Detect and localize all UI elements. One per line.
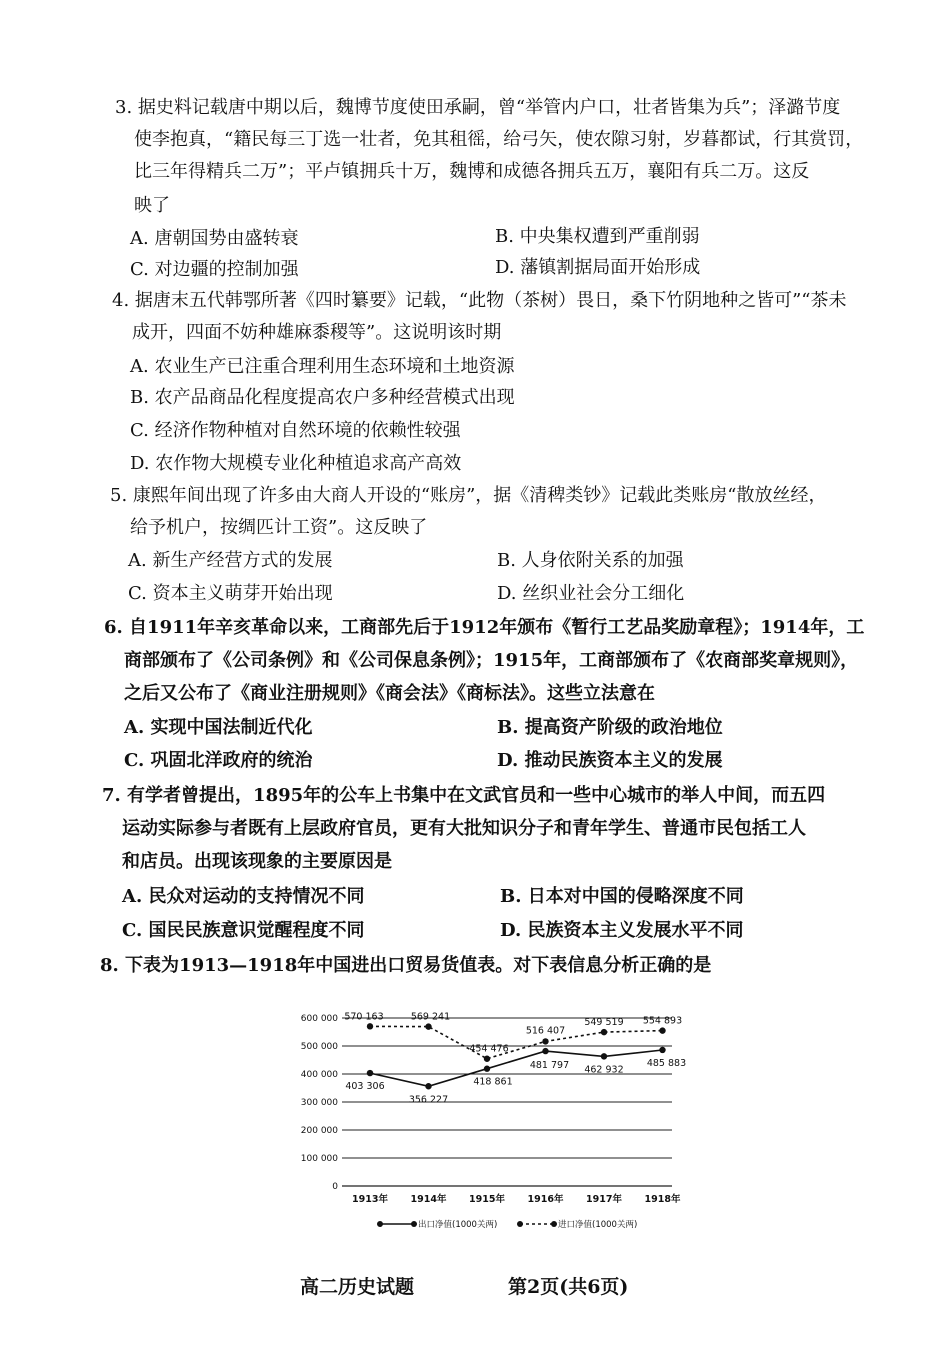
question-3-line-4: 映了 <box>134 195 170 216</box>
question-4-option-d: D. 农作物大规模专业化种植追求高产高效 <box>130 453 462 474</box>
data-point <box>601 1053 607 1059</box>
question-7-option-b: B. 日本对中国的侵略深度不同 <box>500 886 744 907</box>
data-point <box>425 1083 431 1089</box>
question-4-option-b: B. 农产品商品化程度提高农户多种经营模式出现 <box>130 387 515 408</box>
question-7-line-1: 7. 有学者曾提出，1895年的公车上书集中在文武官员和一些中心城市的举人中间，而五四 <box>102 785 826 806</box>
x-tick-label: 1914年 <box>410 1194 447 1205</box>
series-line-import <box>370 1026 663 1058</box>
question-7-option-a: A. 民众对运动的支持情况不同 <box>122 886 365 907</box>
question-3-line-2: 使李抱真，“籍民每三丁选一壮者，免其租徭，给弓矢，使农隙习射，岁暮都试，行其赏罚， <box>134 129 864 150</box>
question-3-option-b: B. 中央集权遭到严重削弱 <box>495 226 700 247</box>
data-point <box>659 1027 665 1033</box>
data-point <box>484 1066 490 1072</box>
data-point <box>601 1029 607 1035</box>
question-6-line-1: 6. 自1911年辛亥革命以来，工商部先后于1912年颁布《暂行工艺品奖励章程》；1914年，工 <box>104 617 865 638</box>
y-tick-label: 600 000 <box>300 1014 338 1024</box>
question-3-line-3: 比三年得精兵二万”；平卢镇拥兵十万，魏博和成德各拥兵五万，襄阳有兵二万。这反 <box>134 161 810 182</box>
question-7-line-2: 运动实际参与者既有上层政府官员，更有大批知识分子和青年学生、普通市民包括工人 <box>122 818 806 839</box>
x-tick-label: 1915年 <box>469 1194 505 1205</box>
x-tick-label: 1916年 <box>527 1194 564 1205</box>
question-5-line-2: 给予机户，按绸匹计工资”。这反映了 <box>130 517 428 538</box>
data-point <box>367 1023 373 1029</box>
question-8-line-1: 8. 下表为1913—1918年中国进出口贸易货值表。对下表信息分析正确的是 <box>100 955 712 976</box>
legend-marker <box>551 1221 557 1227</box>
question-6-option-c: C. 巩固北洋政府的统治 <box>124 750 313 771</box>
data-label: 570 163 <box>344 1011 384 1023</box>
data-point <box>425 1023 431 1029</box>
legend-label: 出口净值(1000关两) <box>418 1220 498 1230</box>
data-label: 485 883 <box>646 1057 687 1069</box>
question-3-option-c: C. 对边疆的控制加强 <box>130 259 299 280</box>
question-6-option-d: D. 推动民族资本主义的发展 <box>497 750 723 771</box>
question-6-option-b: B. 提高资产阶级的政治地位 <box>497 717 723 738</box>
question-4-line-2: 成开，四面不妨种雄麻黍稷等”。这说明该时期 <box>132 322 502 343</box>
y-tick-label: 0 <box>332 1182 338 1192</box>
legend-marker <box>377 1221 383 1227</box>
y-tick-label: 400 000 <box>300 1070 338 1080</box>
x-tick-label: 1913年 <box>352 1194 388 1205</box>
question-7-option-d: D. 民族资本主义发展水平不同 <box>500 920 744 941</box>
data-point <box>659 1047 665 1053</box>
question-5-option-b: B. 人身依附关系的加强 <box>497 550 684 571</box>
question-4-line-1: 4. 据唐末五代韩鄂所著《四时纂要》记载，“此物（茶树）畏日，桑下竹阴地种之皆可”“茶未 <box>112 290 847 311</box>
data-point <box>484 1056 490 1062</box>
question-3-option-a: A. 唐朝国势由盛转衰 <box>130 228 299 249</box>
data-point <box>542 1048 548 1054</box>
legend-marker <box>411 1221 417 1227</box>
data-label: 554 893 <box>642 1015 683 1027</box>
data-point <box>542 1038 548 1044</box>
question-5-option-c: C. 资本主义萌芽开始出现 <box>128 583 333 604</box>
legend-label: 进口净值(1000关两) <box>558 1220 638 1230</box>
question-5-option-d: D. 丝织业社会分工细化 <box>497 583 685 604</box>
question-6-line-3: 之后又公布了《商业注册规则》《商会法》《商标法》。这些立法意在 <box>124 683 655 704</box>
x-tick-label: 1918年 <box>644 1194 681 1205</box>
y-tick-label: 500 000 <box>300 1042 338 1052</box>
question-5-option-a: A. 新生产经营方式的发展 <box>128 550 333 571</box>
question-3-option-d: D. 藩镇割据局面开始形成 <box>495 257 701 278</box>
data-label: 569 241 <box>410 1011 451 1023</box>
question-3-line-1: 3. 据史料记载唐中期以后，魏博节度使田承嗣，曾“举管内户口，壮者皆集为兵”；泽潞节度 <box>115 97 841 118</box>
data-point <box>367 1070 373 1076</box>
question-4-option-c: C. 经济作物种植对自然环境的依赖性较强 <box>130 420 461 441</box>
data-label: 418 861 <box>473 1076 513 1088</box>
data-label: 454 476 <box>469 1043 509 1055</box>
trade-value-chart <box>290 1000 690 1240</box>
data-label: 516 407 <box>525 1025 566 1037</box>
question-7-option-c: C. 国民民族意识觉醒程度不同 <box>122 920 365 941</box>
question-4-option-a: A. 农业生产已注重合理利用生态环境和土地资源 <box>130 356 515 377</box>
data-label: 462 932 <box>584 1064 624 1076</box>
y-tick-label: 300 000 <box>300 1098 338 1108</box>
footer-page-number: 第2页(共6页) <box>508 1276 629 1298</box>
question-6-option-a: A. 实现中国法制近代化 <box>124 717 313 738</box>
data-label: 356 227 <box>408 1094 449 1106</box>
question-5-line-1: 5. 康熙年间出现了许多由大商人开设的“账房”，据《清稗类钞》记载此类账房“散放丝经， <box>110 485 827 506</box>
question-6-line-2: 商部颁布了《公司条例》和《公司保息条例》；1915年，工商部颁布了《农商部奖章规则》， <box>124 650 859 671</box>
y-tick-label: 100 000 <box>300 1154 338 1164</box>
x-tick-label: 1917年 <box>586 1194 622 1205</box>
y-tick-label: 200 000 <box>300 1126 338 1136</box>
data-label: 549 519 <box>584 1017 624 1029</box>
question-7-line-3: 和店员。出现该现象的主要原因是 <box>122 851 392 872</box>
footer-subject: 高二历史试题 <box>300 1276 415 1298</box>
data-label: 481 797 <box>529 1060 570 1072</box>
legend-marker <box>517 1221 523 1227</box>
data-label: 403 306 <box>345 1081 385 1093</box>
